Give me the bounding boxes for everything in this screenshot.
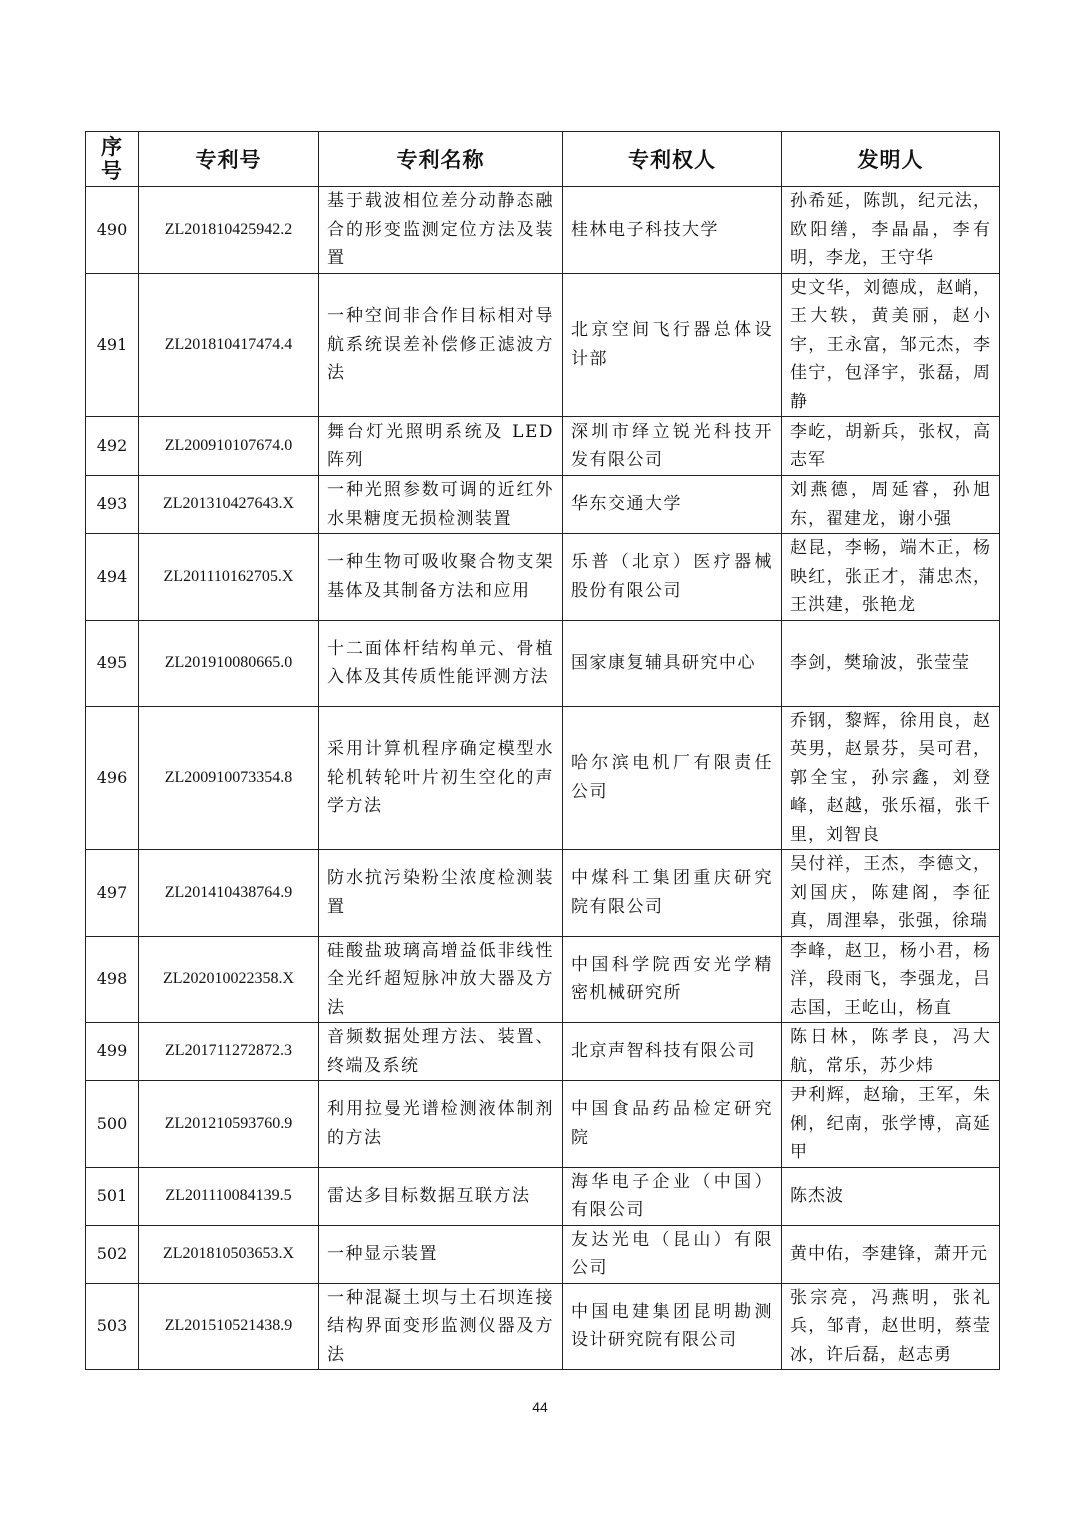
- header-inventors: 发明人: [782, 132, 1000, 187]
- cell-patent-owner: 友达光电（昆山）有限公司: [563, 1225, 782, 1283]
- cell-patent-owner: 华东交通大学: [563, 476, 782, 534]
- cell-patent-number: ZL201310427643.X: [139, 476, 319, 534]
- cell-patent-name: 采用计算机程序确定模型水轮机转轮叶片初生空化的声学方法: [319, 706, 563, 850]
- cell-patent-name: 硅酸盐玻璃高增益低非线性全光纤超短脉冲放大器及方法: [319, 936, 563, 1023]
- cell-serial-number: 494: [86, 534, 139, 621]
- cell-patent-number: ZL201510521438.9: [139, 1283, 319, 1370]
- table-row: [86, 1167, 1000, 1225]
- cell-patent-owner: 深圳市绎立锐光科技开发有限公司: [563, 417, 782, 476]
- cell-patent-name: 基于载波相位差分动静态融合的形变监测定位方法及装置: [319, 187, 563, 274]
- cell-serial-number: 498: [86, 936, 139, 1023]
- table-row: [86, 476, 1000, 534]
- cell-patent-name: 雷达多目标数据互联方法: [319, 1167, 563, 1225]
- cell-serial-number: 499: [86, 1023, 139, 1081]
- table-row: [86, 417, 1000, 476]
- cell-patent-number: ZL200910073354.8: [139, 706, 319, 850]
- cell-serial-number: 500: [86, 1081, 139, 1168]
- table-row: [86, 850, 1000, 937]
- cell-inventors: 陈日林，陈孝良，冯大航，常乐，苏少炜: [782, 1023, 1000, 1081]
- cell-patent-name: 一种空间非合作目标相对导航系统误差补偿修正滤波方法: [319, 273, 563, 417]
- table-row: [86, 620, 1000, 706]
- cell-patent-name: 利用拉曼光谱检测液体制剂的方法: [319, 1081, 563, 1168]
- cell-patent-owner: 中煤科工集团重庆研究院有限公司: [563, 850, 782, 937]
- cell-patent-owner: 北京空间飞行器总体设计部: [563, 273, 782, 417]
- cell-inventors: 刘燕德，周延睿，孙旭东，翟建龙，谢小强: [782, 476, 1000, 534]
- table-row: [86, 706, 1000, 850]
- cell-patent-owner: 乐普（北京）医疗器械股份有限公司: [563, 534, 782, 621]
- patent-table: [85, 131, 1000, 1370]
- cell-patent-number: ZL201910080665.0: [139, 620, 319, 706]
- cell-patent-name: 一种生物可吸收聚合物支架基体及其制备方法和应用: [319, 534, 563, 621]
- cell-patent-owner: 中国食品药品检定研究院: [563, 1081, 782, 1168]
- cell-patent-name: 一种光照参数可调的近红外水果糖度无损检测装置: [319, 476, 563, 534]
- table-row: [86, 1225, 1000, 1283]
- table-header-row: [86, 132, 1000, 187]
- table-row: [86, 1283, 1000, 1370]
- cell-inventors: 李屹，胡新兵，张权，高志军: [782, 417, 1000, 476]
- cell-inventors: 乔钢，黎辉，徐用良，赵英男，赵景芬，吴可君，郭全宝，孙宗鑫，刘登峰，赵越，张乐福，张千里，刘智良: [782, 706, 1000, 850]
- table-row: [86, 187, 1000, 274]
- cell-serial-number: 495: [86, 620, 139, 706]
- cell-serial-number: 502: [86, 1225, 139, 1283]
- cell-serial-number: 501: [86, 1167, 139, 1225]
- cell-inventors: 张宗亮，冯燕明，张礼兵，邹青，赵世明，蔡莹冰，许后磊，赵志勇: [782, 1283, 1000, 1370]
- cell-patent-number: ZL201110084139.5: [139, 1167, 319, 1225]
- table-row: [86, 273, 1000, 417]
- cell-inventors: 黄中佑，李建锋，萧开元: [782, 1225, 1000, 1283]
- cell-patent-number: ZL201711272872.3: [139, 1023, 319, 1081]
- header-patent-owner: 专利权人: [563, 132, 782, 187]
- cell-patent-owner: 国家康复辅具研究中心: [563, 620, 782, 706]
- cell-patent-number: ZL201810503653.X: [139, 1225, 319, 1283]
- cell-inventors: 吴付祥，王杰，李德文，刘国庆，陈建阁，李征真，周浬皋，张强，徐瑞: [782, 850, 1000, 937]
- header-patent-name: 专利名称: [319, 132, 563, 187]
- cell-patent-owner: 北京声智科技有限公司: [563, 1023, 782, 1081]
- cell-patent-number: ZL201810417474.4: [139, 273, 319, 417]
- cell-inventors: 李剑，樊瑜波，张莹莹: [782, 620, 1000, 706]
- cell-inventors: 赵昆，李畅，端木正，杨映红，张正才，蒲忠杰，王洪建，张艳龙: [782, 534, 1000, 621]
- cell-patent-name: 防水抗污染粉尘浓度检测装置: [319, 850, 563, 937]
- cell-inventors: 陈杰波: [782, 1167, 1000, 1225]
- cell-patent-number: ZL201110162705.X: [139, 534, 319, 621]
- table-row: [86, 1081, 1000, 1168]
- cell-patent-name: 一种显示装置: [319, 1225, 563, 1283]
- cell-patent-number: ZL201210593760.9: [139, 1081, 319, 1168]
- cell-patent-number: ZL201410438764.9: [139, 850, 319, 937]
- cell-patent-number: ZL201810425942.2: [139, 187, 319, 274]
- cell-serial-number: 492: [86, 417, 139, 476]
- cell-serial-number: 496: [86, 706, 139, 850]
- cell-patent-owner: 中国科学院西安光学精密机械研究所: [563, 936, 782, 1023]
- cell-patent-owner: 中国电建集团昆明勘测设计研究院有限公司: [563, 1283, 782, 1370]
- cell-serial-number: 497: [86, 850, 139, 937]
- cell-patent-owner: 桂林电子科技大学: [563, 187, 782, 274]
- cell-patent-name: 十二面体杆结构单元、骨植入体及其传质性能评测方法: [319, 620, 563, 706]
- cell-patent-owner: 哈尔滨电机厂有限责任公司: [563, 706, 782, 850]
- table-row: [86, 1023, 1000, 1081]
- header-patent-number: 专利号: [139, 132, 319, 187]
- cell-patent-number: ZL202010022358.X: [139, 936, 319, 1023]
- cell-serial-number: 493: [86, 476, 139, 534]
- cell-serial-number: 503: [86, 1283, 139, 1370]
- cell-inventors: 史文华，刘德成，赵峭，王大轶，黄美丽，赵小宇，王永富，邹元杰，李佳宁，包泽宇，张磊，周静: [782, 273, 1000, 417]
- cell-patent-name: 一种混凝土坝与土石坝连接结构界面变形监测仪器及方法: [319, 1283, 563, 1370]
- page-number: 44: [532, 1399, 548, 1415]
- header-serial-number: 序 号: [86, 132, 139, 187]
- table-body: [86, 187, 1000, 1370]
- cell-inventors: 李峰，赵卫，杨小君，杨洋，段雨飞，李强龙，吕志国，王屹山，杨直: [782, 936, 1000, 1023]
- cell-patent-name: 音频数据处理方法、装置、终端及系统: [319, 1023, 563, 1081]
- cell-patent-owner: 海华电子企业（中国）有限公司: [563, 1167, 782, 1225]
- table-row: [86, 534, 1000, 621]
- table-row: [86, 936, 1000, 1023]
- cell-patent-name: 舞台灯光照明系统及 LED 阵列: [319, 417, 563, 476]
- cell-inventors: 孙希延，陈凯，纪元法，欧阳缮，李晶晶，李有明，李龙，王守华: [782, 187, 1000, 274]
- cell-serial-number: 490: [86, 187, 139, 274]
- cell-patent-number: ZL200910107674.0: [139, 417, 319, 476]
- cell-inventors: 尹利辉，赵瑜，王军，朱俐，纪南，张学博，高延甲: [782, 1081, 1000, 1168]
- cell-serial-number: 491: [86, 273, 139, 417]
